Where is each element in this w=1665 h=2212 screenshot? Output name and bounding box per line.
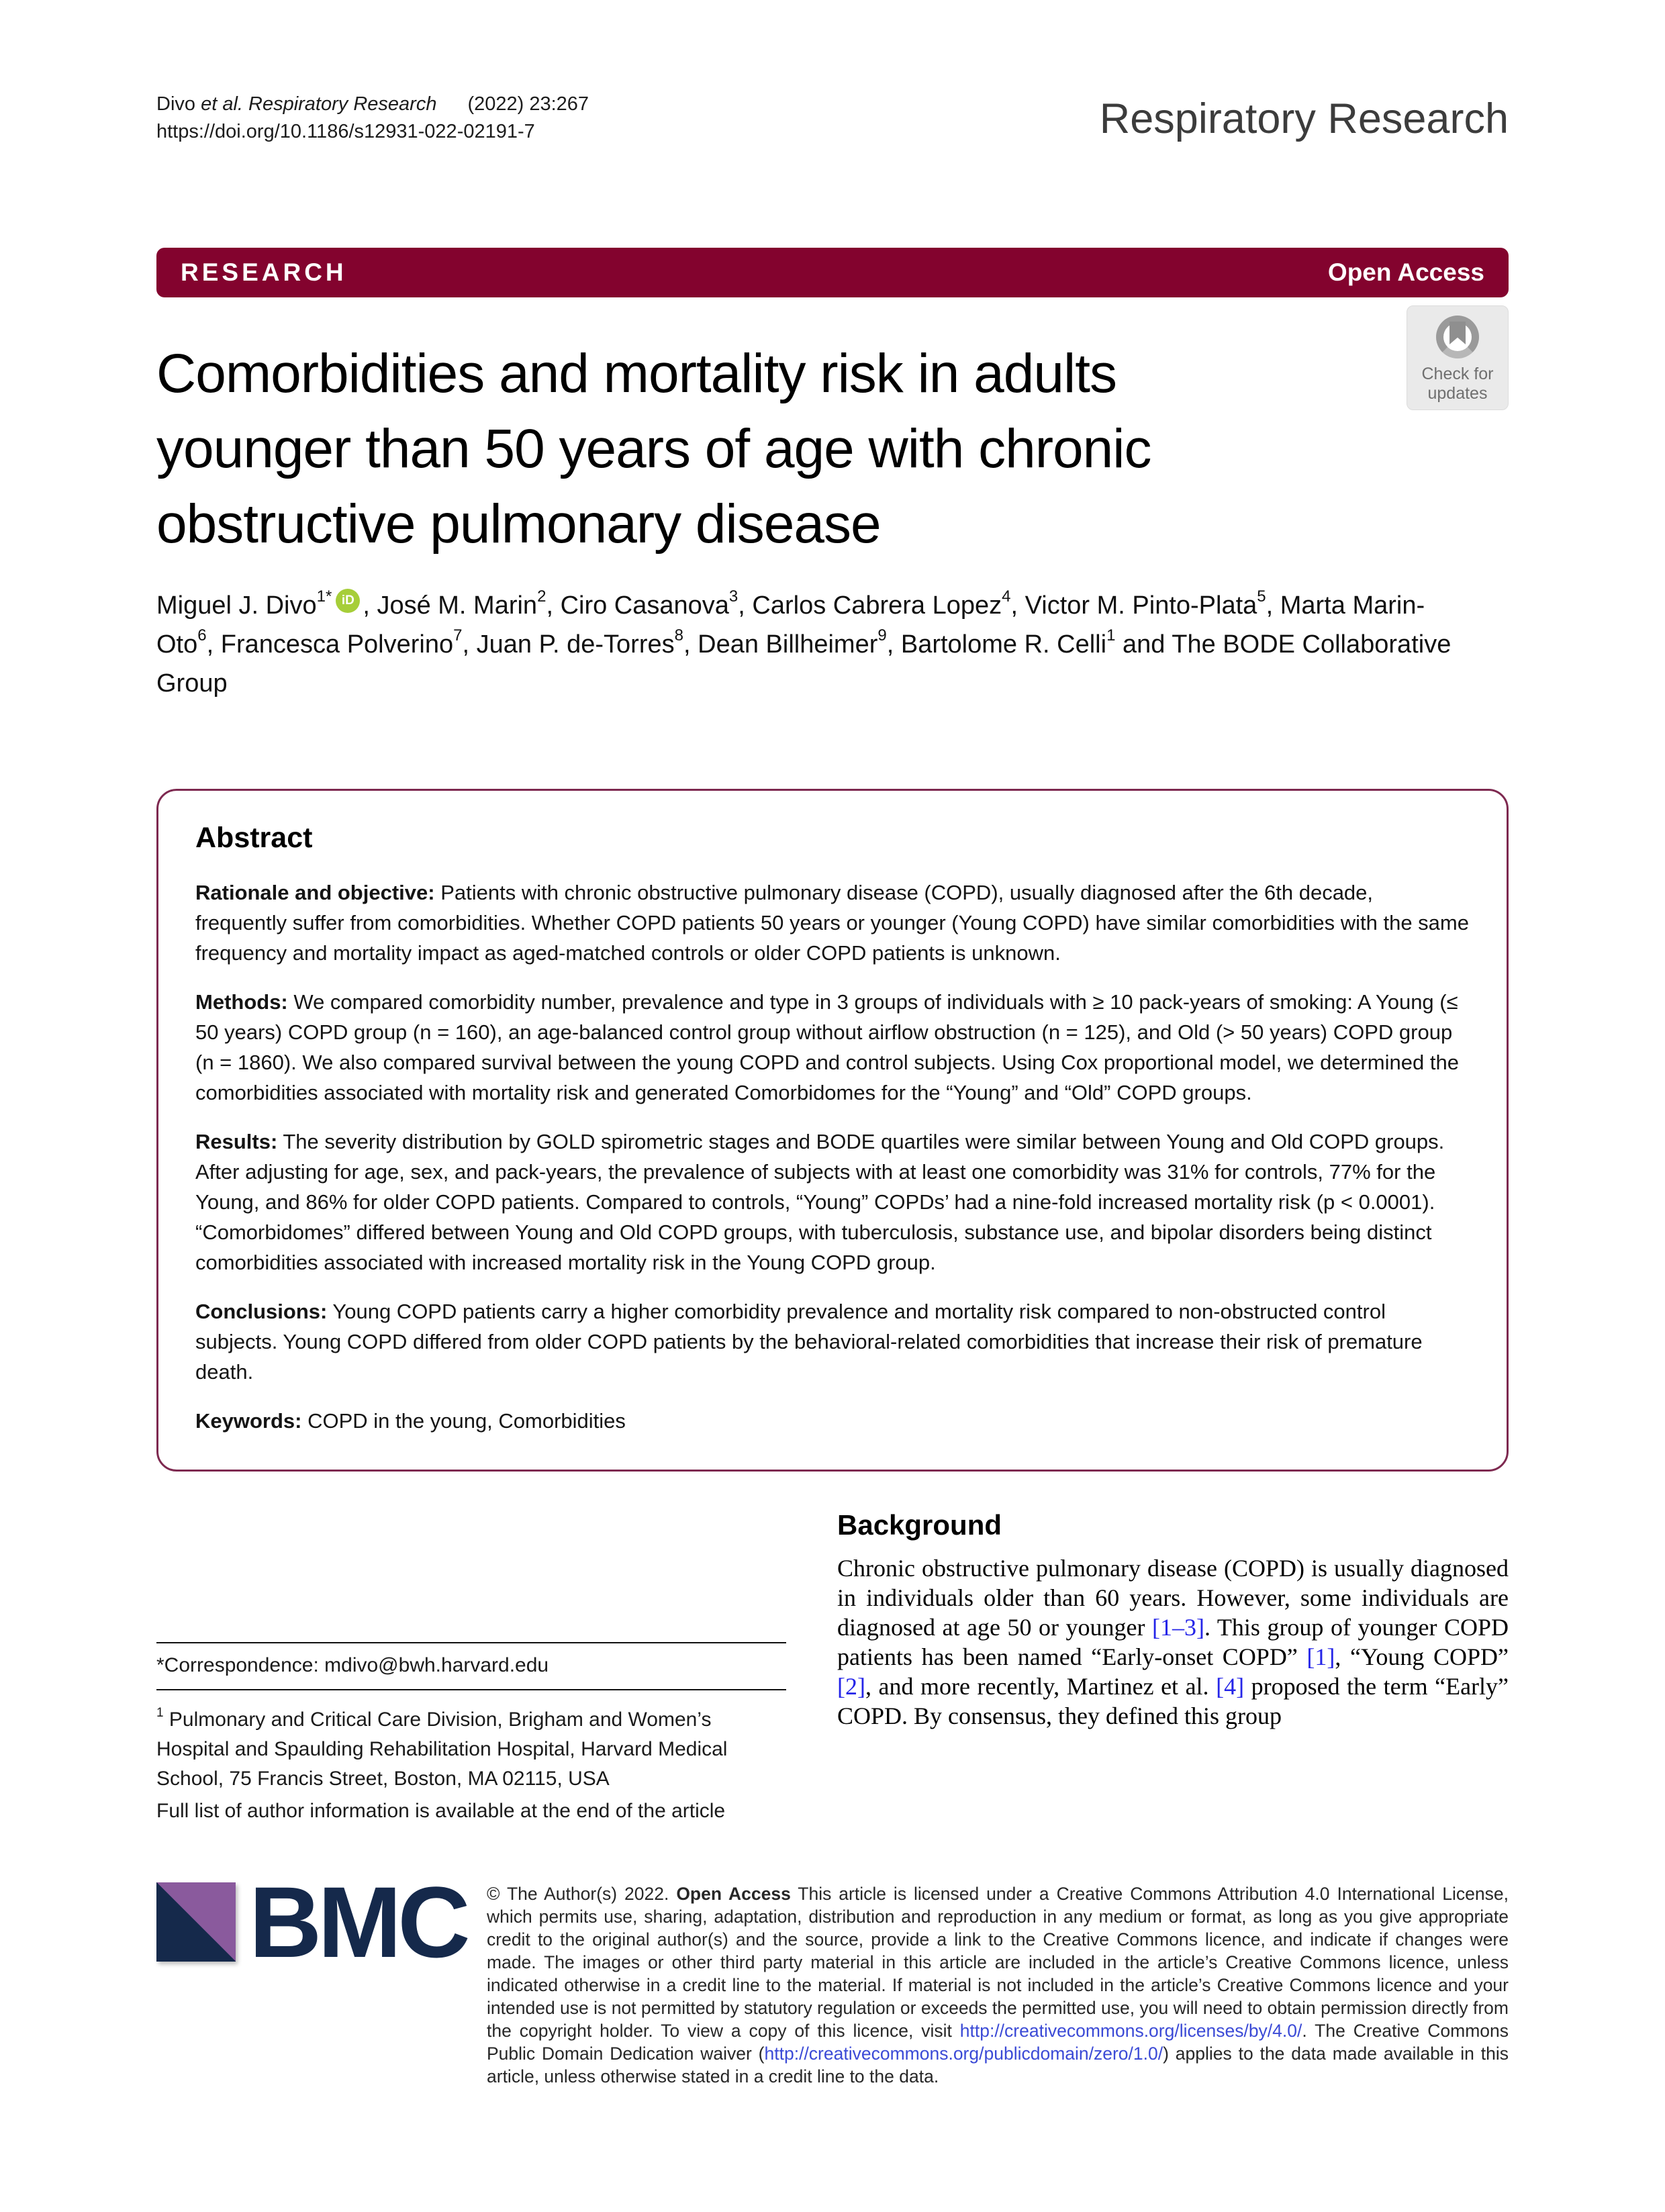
doi-line: https://doi.org/10.1186/s12931-022-02191-7 bbox=[156, 121, 535, 142]
title-line-3: obstructive pulmonary disease bbox=[156, 493, 881, 555]
section-text: Patients with chronic obstructive pulmonary disease (COPD), usually diagnosed after the 6th decade, frequently suffer from comorbidities. Whether COPD patients 50 years or younger (Young COPD) have similar comorbidities with the same frequency and mortality impact as aged-matched controls or older COPD patients is unknown. bbox=[195, 881, 1469, 965]
section-text: Young COPD patients carry a higher comorbidity prevalence and mortality risk compared to non-obstructed control subjects. Young COPD differed from older COPD patients by the behavioral-related comorbidities that increase their risk of premature death. bbox=[195, 1300, 1423, 1384]
correspondence-line bbox=[156, 1643, 786, 1689]
author: Ciro Casanova$^3$ bbox=[560, 587, 739, 620]
journal-masthead: Respiratory Research bbox=[1099, 95, 1509, 142]
author: Carlos Cabrera Lopez$^4$ bbox=[752, 587, 1011, 620]
affiliation-text: Pulmonary and Critical Care Division, Brigham and Women’s Hospital and Spaulding Rehabilitation Hospital, Harvard Medical School, 75 Francis Street, Boston, MA 02115, USA bbox=[156, 1709, 728, 1790]
author-affiliation-sup: 7 bbox=[453, 626, 463, 644]
section-text: We compared comorbidity number, prevalence and type in 3 groups of individuals with ≥ 10 pack-years of smoking: A Young (≤ 50 years) COPD group (n = 160), an age-balanced control group without airflow obstruction (n = 125), and Old (> 50 years) COPD group (n = 1860). We also compared survival between the young COPD and control subjects. Using Cox proportional model, we determined the comorbidities associated with mortality risk and generated Comorbidomes for the “Young” and “Old” COPD groups. bbox=[195, 990, 1459, 1104]
bookmark-icon bbox=[1449, 322, 1466, 344]
license-segment: © The Author(s) 2022. bbox=[487, 1884, 677, 1904]
check-for-updates-button[interactable] bbox=[1407, 305, 1509, 410]
publisher-footer bbox=[156, 1866, 1509, 2088]
abstract-heading: Abstract bbox=[195, 822, 313, 854]
author-info-note: Full list of author information is available at the end of the article bbox=[156, 1800, 726, 1822]
author: Victor M. Pinto-Plata$^5$ bbox=[1025, 587, 1266, 620]
author: Juan P. de-Torres$^8$ bbox=[476, 626, 683, 659]
correspondence-email[interactable]: mdivo@bwh.harvard.edu bbox=[324, 1654, 549, 1676]
correspondence-block bbox=[156, 1642, 786, 1826]
open-access-label: Open Access bbox=[1327, 258, 1484, 286]
affiliation-sup: 1 bbox=[156, 1706, 164, 1720]
license-text bbox=[487, 1882, 1509, 2088]
body-text: proposed the term “Early” COPD. By consensus, they defined this group bbox=[837, 1673, 1509, 1729]
license-segment: ) applies to the data made available in this article, unless otherwise stated in a credit line to the data. bbox=[487, 2043, 1509, 2086]
open-access-bold: Open Access bbox=[676, 1884, 791, 1904]
author-separator: , bbox=[462, 630, 477, 659]
author-affiliation-sup: 1* bbox=[316, 587, 332, 606]
author-separator: , bbox=[738, 591, 753, 620]
citation-journal: et al. Respiratory Research bbox=[201, 93, 437, 115]
author-affiliation-sup: 1 bbox=[1106, 626, 1116, 644]
check-for-updates-label bbox=[1422, 365, 1494, 403]
badge-line-2: updates bbox=[1427, 384, 1488, 403]
author-separator: , bbox=[1266, 591, 1280, 620]
cc-by-link[interactable]: http://creativecommons.org/licenses/by/4.0/ bbox=[959, 2021, 1302, 2041]
license-segment: . The Creative Commons Public Domain Dedication waiver ( bbox=[487, 2021, 1509, 2064]
left-column bbox=[156, 1509, 786, 1826]
citation-issue: (2022) 23:267 bbox=[467, 93, 589, 115]
citation-authors: Divo bbox=[156, 93, 201, 115]
divider bbox=[156, 1689, 786, 1690]
author: Francesca Polverino$^7$ bbox=[220, 626, 463, 659]
author-affiliation-sup: 2 bbox=[537, 587, 546, 606]
section-label: Results: bbox=[195, 1130, 278, 1153]
author-list bbox=[156, 586, 1472, 703]
page-title bbox=[156, 336, 1509, 562]
author-separator: , bbox=[363, 591, 377, 620]
author-separator: , bbox=[546, 591, 561, 620]
article-type-banner bbox=[156, 248, 1509, 297]
author: Miguel J. Divo$^{1*}$ bbox=[156, 587, 332, 620]
section-label: Keywords: bbox=[195, 1409, 302, 1433]
section-label: Conclusions: bbox=[195, 1300, 328, 1323]
section-text: COPD in the young, Comorbidities bbox=[301, 1409, 626, 1433]
badge-line-1: Check for bbox=[1421, 365, 1494, 383]
author-separator: , bbox=[683, 630, 698, 659]
author-affiliation-sup: 5 bbox=[1257, 587, 1266, 606]
author: Marta Marin-Oto$^6$ bbox=[156, 591, 1425, 659]
title-block bbox=[156, 336, 1509, 562]
author: Dean Billheimer$^9$ bbox=[698, 626, 887, 659]
author-affiliation-sup: 8 bbox=[674, 626, 683, 644]
citation-ref[interactable]: [4] bbox=[1216, 1673, 1245, 1700]
author-separator: , bbox=[886, 630, 901, 659]
section-label: Rationale and objective: bbox=[195, 881, 435, 904]
bmc-logo bbox=[156, 1866, 487, 1978]
cc-zero-link[interactable]: http://creativecommons.org/publicdomain/zero/1.0/ bbox=[764, 2043, 1163, 2064]
author-affiliation-sup: 6 bbox=[197, 626, 207, 644]
citation-ref[interactable]: [2] bbox=[837, 1673, 865, 1700]
author-separator: , bbox=[1010, 591, 1025, 620]
abstract-conclusions bbox=[195, 1296, 1470, 1387]
citation-block bbox=[156, 91, 589, 146]
body-text: , and more recently, Martinez et al. bbox=[865, 1673, 1217, 1700]
citation-ref[interactable]: [1] bbox=[1306, 1643, 1335, 1670]
orcid-icon[interactable]: iD bbox=[336, 589, 360, 613]
abstract-results bbox=[195, 1126, 1470, 1278]
author-group-suffix: and The BODE Collaborative Group bbox=[156, 630, 1452, 698]
section-label: Methods: bbox=[195, 990, 288, 1014]
author-affiliation-sup: 4 bbox=[1002, 587, 1011, 606]
background-heading: Background bbox=[837, 1509, 1002, 1541]
right-column bbox=[837, 1509, 1509, 1826]
body-text: , “Young COPD” bbox=[1335, 1643, 1509, 1670]
citation-ref[interactable]: [1–3] bbox=[1152, 1614, 1205, 1641]
two-column-body bbox=[156, 1509, 1509, 1826]
abstract-box bbox=[156, 789, 1509, 1472]
correspondence-label: *Correspondence: bbox=[156, 1654, 325, 1676]
abstract-methods bbox=[195, 987, 1470, 1108]
citation-line bbox=[156, 91, 589, 118]
author-affiliation-sup: 3 bbox=[728, 587, 739, 606]
crossmark-icon bbox=[1436, 316, 1479, 358]
author-separator: , bbox=[206, 630, 221, 659]
license-segment: This article is licensed under a Creative Commons Attribution 4.0 International License, which permits use, sharing, adaptation, distribution and reproduction in any medium or format, as long as you give appropriate credit to the original author(s) and the source, provide a link to the Creative Commons licence, and indicate if changes were made. The images or other third party material in this article are included in the article’s Creative Commons licence, unless indicated otherwise in a credit line to the material. If material is not included in the article’s Creative Commons licence and your intended use is not permitted by statutory regulation or exceeds the permitted use, you will need to obtain permission directly from the copyright holder. To view a copy of this licence, visit bbox=[487, 1884, 1509, 2041]
bmc-logo-icon bbox=[156, 1882, 236, 1962]
abstract-keywords bbox=[195, 1406, 1470, 1436]
body-text: Chronic obstructive pulmonary disease (COPD) is usually diagnosed in individuals older than 60 years. However, some individuals are diagnosed at age 50 or younger bbox=[837, 1555, 1509, 1641]
author-affiliation-sup: 9 bbox=[877, 626, 887, 644]
author: José M. Marin$^2$ bbox=[377, 587, 546, 620]
background-paragraph bbox=[837, 1553, 1509, 1731]
bmc-logo-text: BMC bbox=[249, 1866, 467, 1978]
author: Bartolome R. Celli$^1$ bbox=[900, 626, 1116, 659]
body-text: . This group of younger COPD patients has been named “Early-onset COPD” bbox=[837, 1614, 1509, 1670]
article-type-label: RESEARCH bbox=[181, 258, 347, 286]
affiliation-footnote bbox=[156, 1698, 786, 1794]
title-line-1: Comorbidities and mortality risk in adults bbox=[156, 343, 1116, 404]
section-text: The severity distribution by GOLD spirometric stages and BODE quartiles were similar between Young and Old COPD groups. After adjusting for age, sex, and pack-years, the prevalence of subjects with at least one comorbidity was 31% for controls, 77% for the Young, and 86% for older COPD patients. Compared to controls, “Young” COPDs’ had a nine-fold increased mortality risk (p < 0.0001). “Comorbidomes” differed between Young and Old COPD groups, with tuberculosis, substance use, and bipolar disorders being distinct comorbidities associated with increased mortality risk in the Young COPD group. bbox=[195, 1130, 1445, 1274]
title-line-2: younger than 50 years of age with chronic bbox=[156, 418, 1151, 479]
abstract-rationale bbox=[195, 877, 1470, 968]
page-header bbox=[156, 91, 1509, 146]
